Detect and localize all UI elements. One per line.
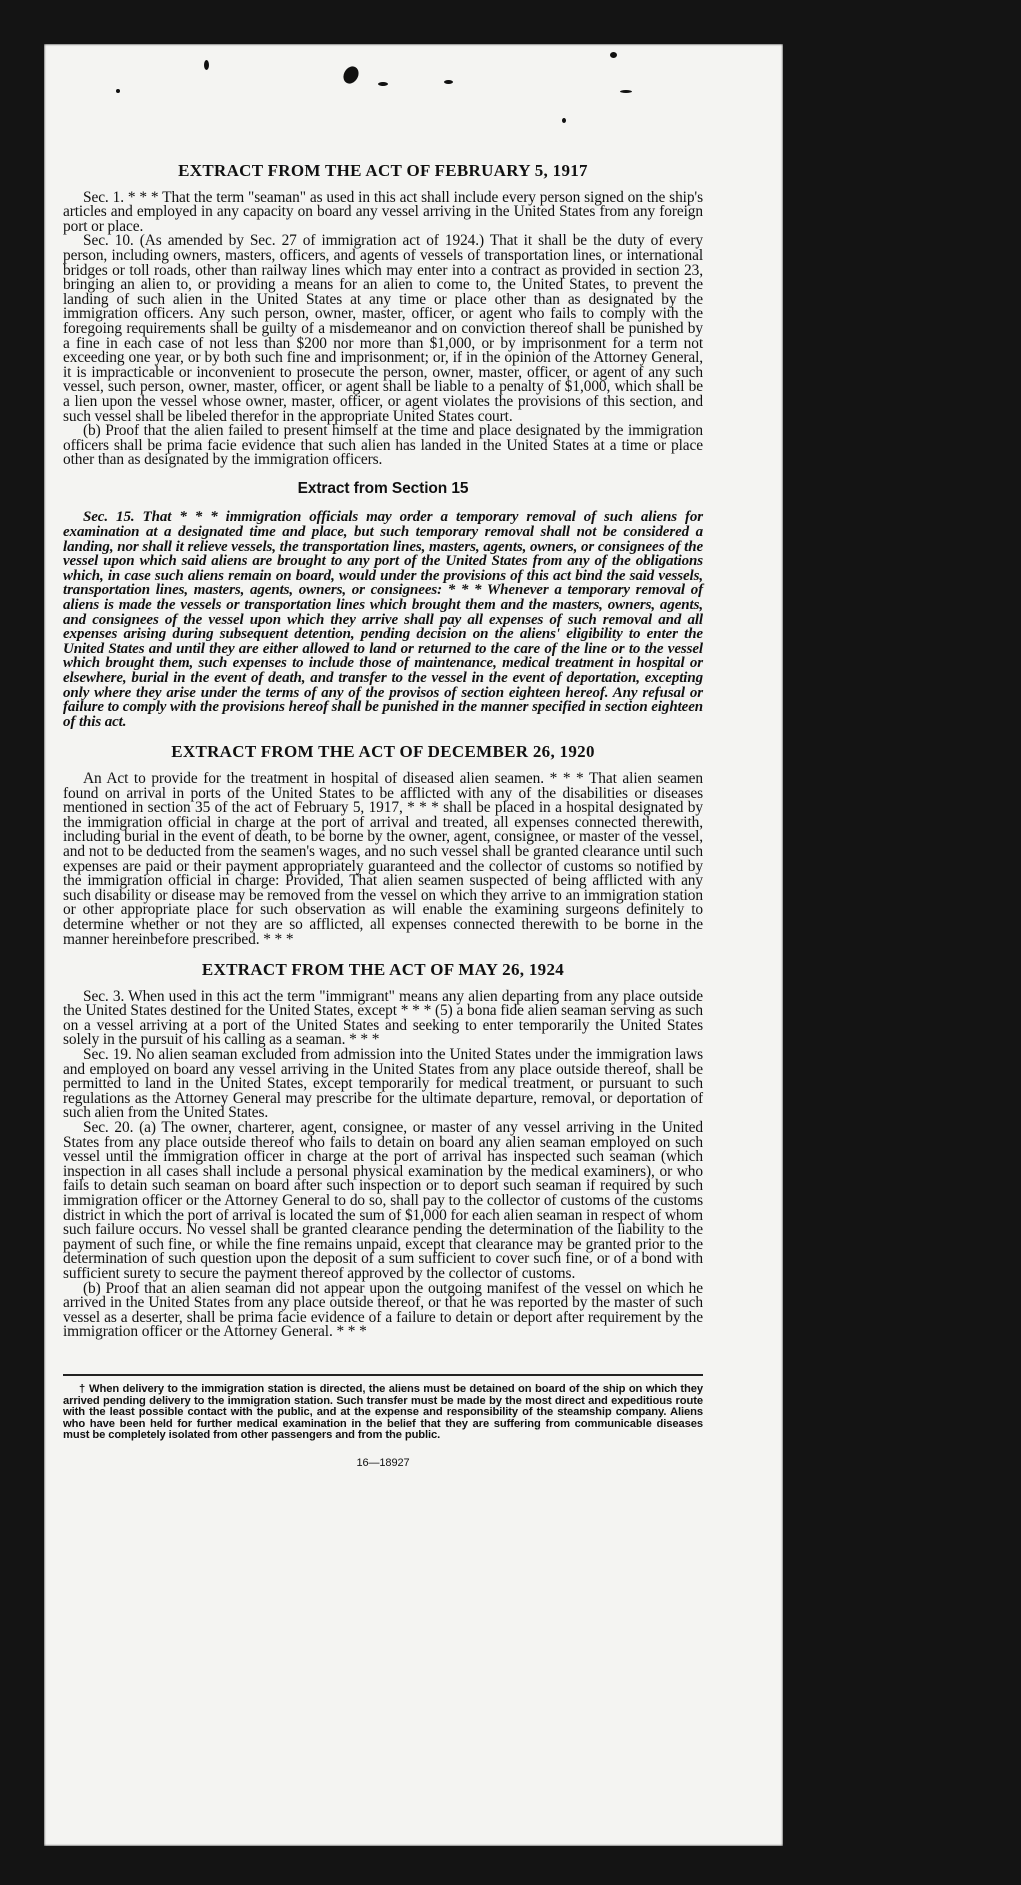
ink-speck (204, 60, 209, 70)
ink-speck (378, 82, 388, 86)
act-1920-text: An Act to provide for the treatment in hospital of diseased alien seamen. * * * That alien seamen found on arrival in ports of the United States to be afflicted with any of the disabilities or diseases mentioned in section 35 of the act of February 5, 1917, * * * shall be placed in a hospital designated by the immigration official in charge at the port of arrival and treated, all expenses connected therewith, including burial in the event of death, to be borne by the owner, agent, consignee, or master of the vessel, and not to be deducted from the seamen's wages, and no such vessel shall be granted clearance until such expenses are paid or their payment appropriately guaranteed and the collector of customs so notified by the immigration official in charge: Provided, That alien seamen suspected of being afflicted with any such disability or disease may be removed from the vessel on which they arrive to an immigration station or other appropriate place for such observation as will enable the examining surgeons definitely to determine whether or not they are so afflicted, all expenses connected therewith to be borne in the manner hereinbefore prescribed. * * * (63, 769, 703, 948)
heading-act-1920: EXTRACT FROM THE ACT OF DECEMBER 26, 1920 (171, 742, 595, 762)
ink-speck (116, 89, 120, 93)
ink-speck (444, 80, 453, 84)
section-15: Sec. 15. That * * * immigration officials may order a temporary removal of such aliens for examination at a designated time and place, but such temporary removal shall not be considered a landing, nor shall it relieve vessels, the transportation lines, masters, agents, owners, or consignees of the vessel upon which said aliens are brought to any port of the United States from any of the obligations which, in case such aliens remain on board, would under the provisions of this act bind the said vessels, transportation lines, masters, agents, owners, or consignees: * * * Whenever a temporary removal of aliens is made the vessels or transportation lines which brought them and the masters, owners, agents, and consignees of the vessel upon which they arrive shall pay all expenses of such removal and all expenses arising during subsequent detention, pending decision on the aliens' eligibility to enter the United States and until they are either allowed to land or returned to the care of the line or to the vessel which brought them, such expenses to include those of maintenance, medical treatment in hospital or elsewhere, burial in the event of death, and transfer to the vessel in the event of deportation, excepting only where they arise under the terms of any of the provisos of section eighteen hereof. Any refusal or failure to comply with the provisions hereof shall be punished in the manner specified in section eighteen of this act. (63, 509, 703, 730)
section-3: Sec. 3. When used in this act the term "immigrant" means any alien departing from any place outside the United States destined for the United States, except * * * (5) a bona fide alien seaman serving as such on a vessel arriving at a port of the United States and seeking to enter temporarily the United States solely in the pursuit of his calling as a seaman. * * * (63, 987, 703, 1049)
footnote-divider (63, 1374, 703, 1376)
section-19: Sec. 19. No alien seaman excluded from admission into the United States under the immigration laws and employed on board any vessel arriving in the United States from any place outside thereof, shall be permitted to land in the United States, except temporarily for medical treatment, or pursuant to such regulations as the Attorney General may prescribe for the ultimate departure, removal, or deportation of such alien from the United States. (63, 1046, 703, 1122)
section-10-b: (b) Proof that the alien failed to present himself at the time and place designated by the immigration officers shall be prima facie evidence that such alien has landed in the United States at a time or place other than as designated by the immigration officers. (63, 422, 703, 469)
document-body (63, 118, 703, 1471)
ink-speck (610, 52, 617, 58)
section-1: Sec. 1. * * * That the term "seaman" as used in this act shall include every person signed on the ship's articles and employed in any capacity on board any vessel arriving in the United States from any foreign port or place. (63, 188, 703, 235)
heading-section-15: Extract from Section 15 (297, 479, 469, 497)
ink-speck (620, 90, 632, 93)
heading-act-1924: EXTRACT FROM THE ACT OF MAY 26, 1924 (201, 960, 565, 980)
section-20-a: Sec. 20. (a) The owner, charterer, agent, consignee, or master of any vessel arriving in the United States from any place outside thereof who fails to detain on board any alien seaman employed on such vessel until the immigration officer in charge at the port of arrival has inspected such seaman (which inspection in all cases shall include a personal physical examination by the medical examiners), or who fails to detain such seaman on board after such inspection or to deport such seaman if required by such immigration officer or the Attorney General to do so, shall pay to the collector of customs of the customs district in which the port of arrival is located the sum of $1,000 for each alien seaman in respect of whom such failure occurs. No vessel shall be granted clearance pending the determination of the liability to the payment of such fine, or while the fine remains unpaid, except that clearance may be granted prior to the determination of such question upon the deposit of a sum sufficient to cover such fine, or of a bond with sufficient surety to secure the payment thereof approved by the collector of customs. (63, 1119, 703, 1282)
section-10: Sec. 10. (As amended by Sec. 27 of immigration act of 1924.) That it shall be the duty of every person, including owners, masters, officers, and agents of vessels of transportation lines, or international bridges or toll roads, other than railway lines which may enter into a contract as provided in section 23, bringing an alien to, or providing a means for an alien to come to, the United States, to prevent the landing of such alien in the United States at any time or place other than as designated by the immigration officers. Any such person, owner, master, officer, or agent who fails to comply with the foregoing requirements shall be guilty of a misdemeanor and on conviction thereof shall be punished by a fine in each case of not less than $200 nor more than $1,000, or by imprisonment for a term not exceeding one year, or by both such fine and imprisonment; or, if in the opinion of the Attorney General, it is impracticable or inconvenient to prosecute the person, owner, master, officer, or agent of any such vessel, such person, owner, master, officer, or agent shall be liable to a penalty of $1,000, which shall be a lien upon the vessel whose owner, master, officer, or agent violates the provisions of this section, and such vessel shall be libeled therefor in the appropriate United States court. (63, 232, 703, 425)
ink-speck (340, 64, 361, 87)
section-20-b: (b) Proof that an alien seaman did not appear upon the outgoing manifest of the vessel on which he arrived in the United States from any place outside thereof, or that he was reported by the master of such vessel as a deserter, shall be prima facie evidence of a failure to detain or deport after requirement by the immigration officer or the Attorney General. * * * (63, 1279, 703, 1341)
heading-act-1917: EXTRACT FROM THE ACT OF FEBRUARY 5, 1917 (178, 161, 588, 180)
footnote: † When delivery to the immigration station is directed, the aliens must be detained on board of the ship on which they arrived pending delivery to the immigration station. Such transfer must be made by the most direct and expeditious route with the least possible contact with the public, and at the expense and responsibility of the steamship company. Aliens who have been held for further medical examination in the belief that they are suffering from communicable diseases must be completely isolated from other passengers and from the public. (63, 1382, 703, 1442)
page-number: 16—18927 (356, 1456, 410, 1469)
